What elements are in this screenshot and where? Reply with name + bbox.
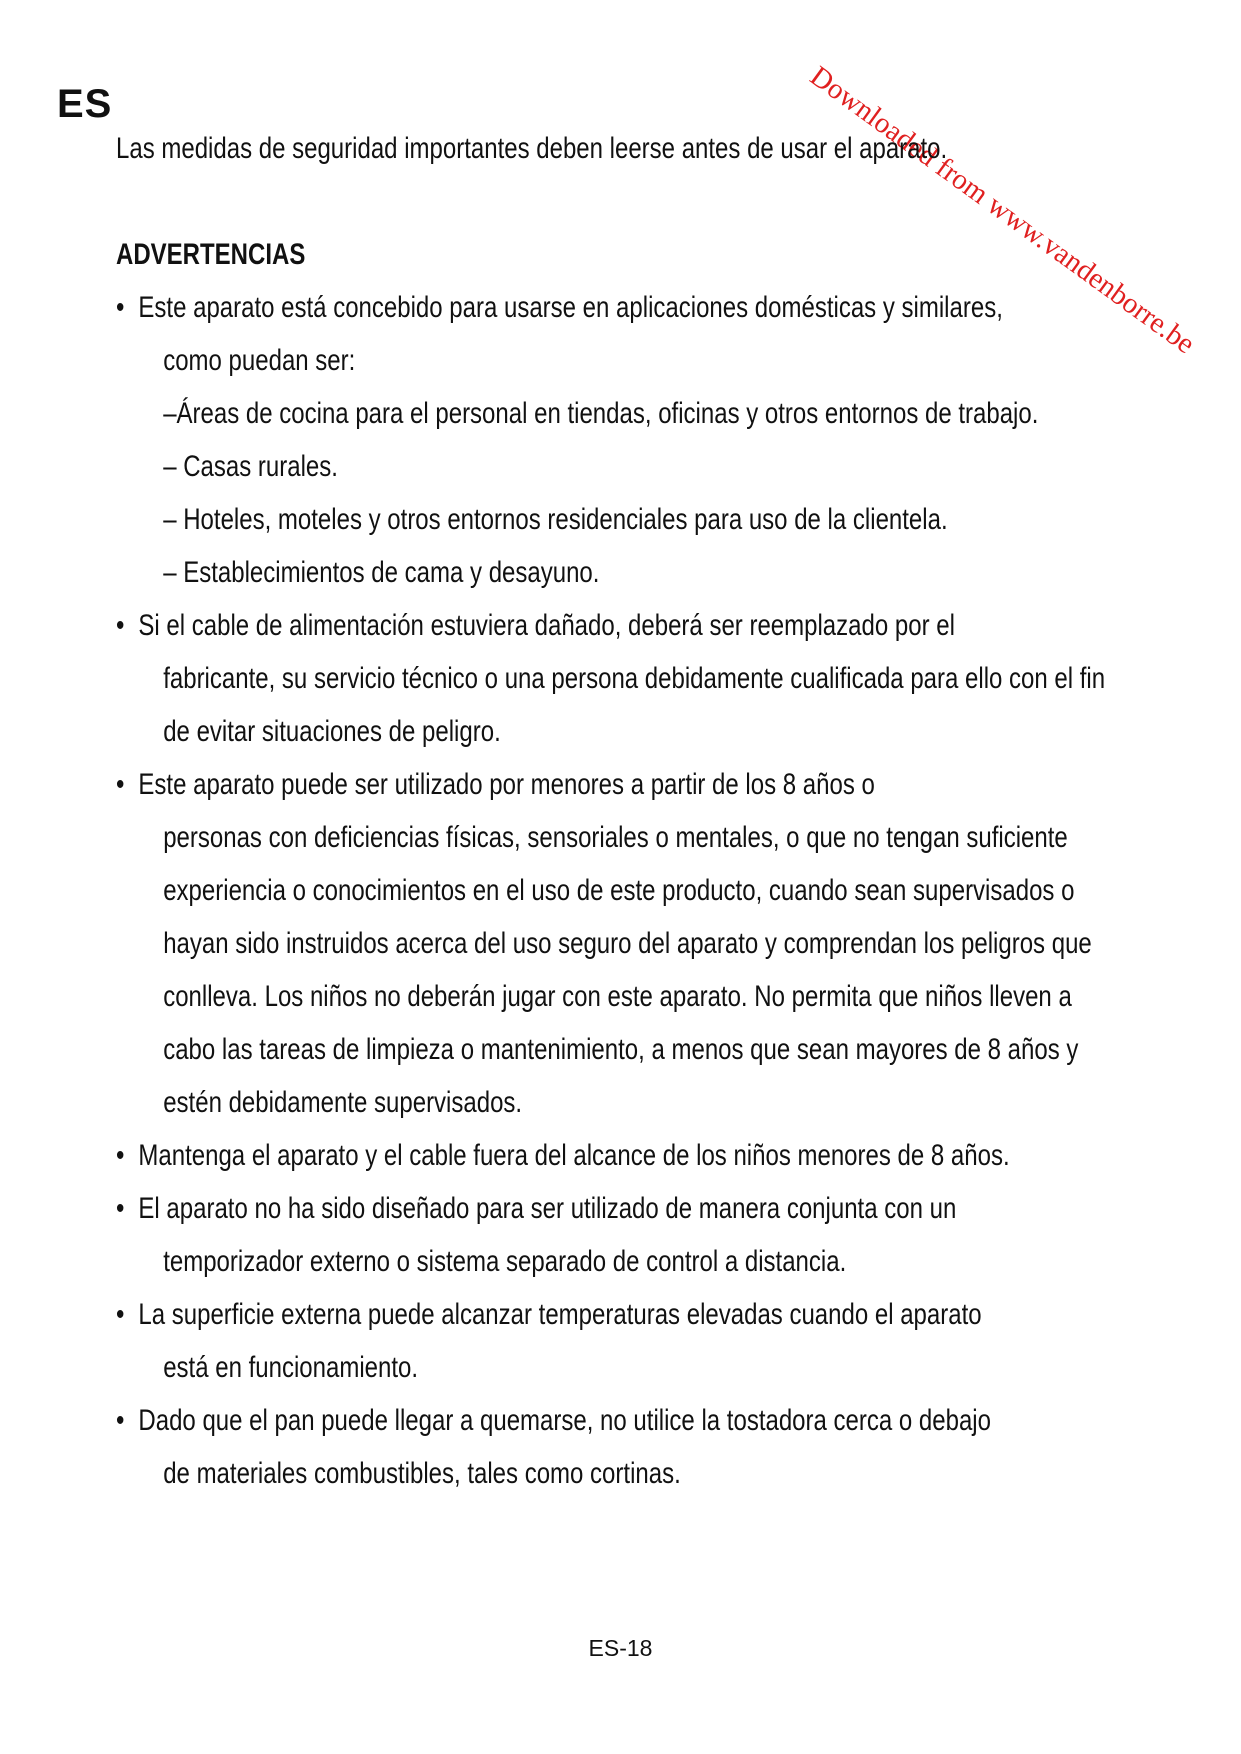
bullet-icon: • bbox=[116, 291, 125, 324]
language-label: ES bbox=[57, 82, 113, 126]
list-item bbox=[116, 758, 1116, 1129]
bullet-continuation: personas con deficiencias físicas, sensoriales o mentales, o que no tengan suficiente experiencia o conocimientos en el uso de este producto, cuando sean supervisados o hayan sido instruidos acerca del uso seguro del aparato y comprendan los peligros que conlleva. Los niños no deberán jugar con este aparato. No permita que niños lleven a cabo las tareas de limpieza o mantenimiento, a menos que sean mayores de 8 años y estén debidamente supervisados. bbox=[163, 821, 1092, 1119]
list-item bbox=[116, 1129, 1116, 1182]
bullet-lead: Dado que el pan puede llegar a quemarse, no utilice la tostadora cerca o debajo bbox=[138, 1404, 991, 1437]
sub-item: –Áreas de cocina para el personal en tiendas, oficinas y otros entornos de trabajo. bbox=[163, 397, 1039, 430]
bullet-lead: Si el cable de alimentación estuviera dañado, deberá ser reemplazado por el bbox=[138, 609, 955, 642]
list-item bbox=[116, 1288, 1116, 1394]
page-number: ES-18 bbox=[588, 1635, 653, 1661]
bullet-continuation: de materiales combustibles, tales como cortinas. bbox=[163, 1457, 681, 1490]
list-item bbox=[116, 1394, 1116, 1500]
warnings-list bbox=[116, 281, 1116, 1500]
bullet-continuation: fabricante, su servicio técnico o una persona debidamente cualificada para ello con el fin de evitar situaciones de peligro. bbox=[163, 662, 1106, 748]
intro-text: Las medidas de seguridad importantes deben leerse antes de usar el aparato. bbox=[116, 132, 948, 165]
bullet-lead: El aparato no ha sido diseñado para ser utilizado de manera conjunta con un bbox=[138, 1192, 957, 1225]
section-heading: ADVERTENCIAS bbox=[116, 238, 306, 271]
bullet-lead: La superficie externa puede alcanzar temperaturas elevadas cuando el aparato bbox=[138, 1298, 982, 1331]
sub-item: – Casas rurales. bbox=[163, 450, 338, 483]
bullet-icon: • bbox=[116, 609, 125, 642]
bullet-continuation: está en funcionamiento. bbox=[163, 1351, 419, 1384]
list-item bbox=[116, 599, 1116, 758]
bullet-icon: • bbox=[116, 1192, 125, 1225]
bullet-icon: • bbox=[116, 1139, 125, 1172]
list-item bbox=[116, 281, 1116, 599]
document-body bbox=[116, 122, 1116, 1500]
bullet-continuation: como puedan ser: bbox=[163, 344, 356, 377]
bullet-lead: Mantenga el aparato y el cable fuera del alcance de los niños menores de 8 años. bbox=[138, 1139, 1010, 1172]
bullet-icon: • bbox=[116, 1298, 125, 1331]
download-watermark: Downloaded from www.vandenborre.be bbox=[804, 60, 1201, 361]
sub-item: – Hoteles, moteles y otros entornos residenciales para uso de la clientela. bbox=[163, 503, 948, 536]
sub-item: – Establecimientos de cama y desayuno. bbox=[163, 556, 600, 589]
bullet-continuation: temporizador externo o sistema separado de control a distancia. bbox=[163, 1245, 847, 1278]
bullet-lead: Este aparato puede ser utilizado por menores a partir de los 8 años o bbox=[138, 768, 875, 801]
bullet-lead: Este aparato está concebido para usarse en aplicaciones domésticas y similares, bbox=[138, 291, 1003, 324]
bullet-icon: • bbox=[116, 768, 125, 801]
bullet-icon: • bbox=[116, 1404, 125, 1437]
list-item bbox=[116, 1182, 1116, 1288]
